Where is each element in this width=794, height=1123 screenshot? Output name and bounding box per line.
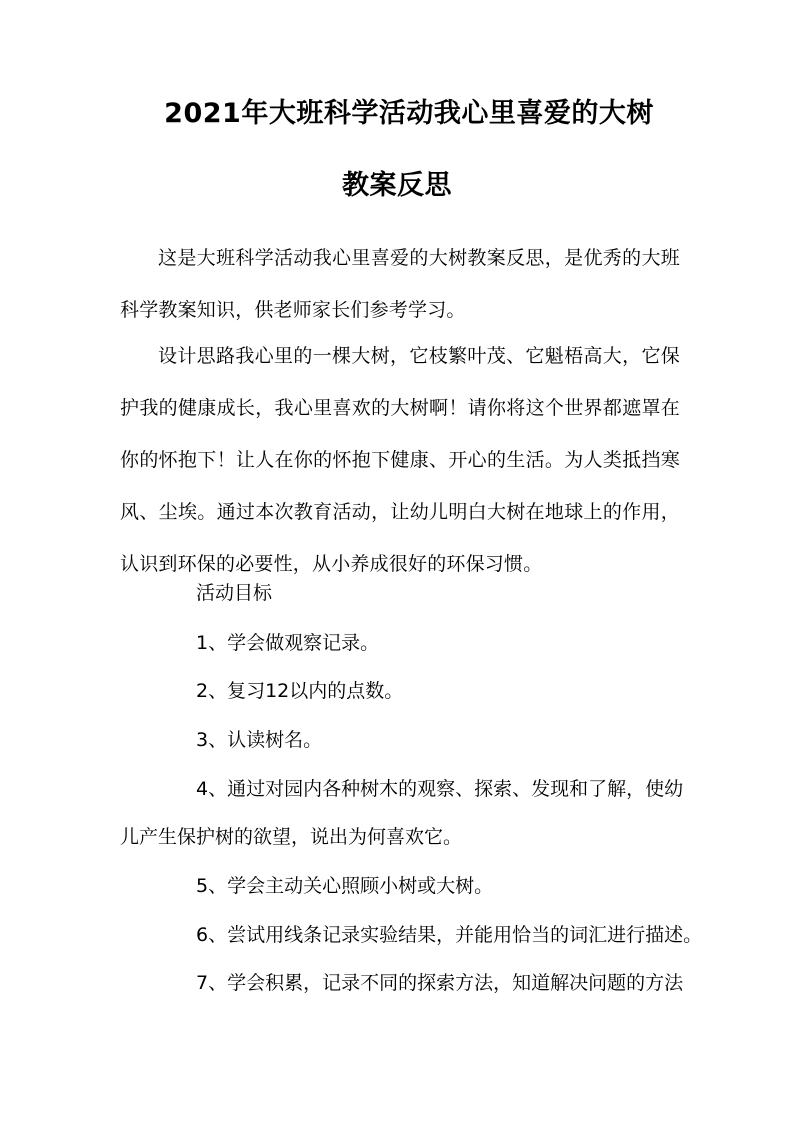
goal-item-2: 2、复习12以内的点数。 (196, 680, 404, 702)
goals-heading: 活动目标 (196, 582, 273, 604)
goal-item-4-continued: 儿产生保护树的欲望，说出为何喜欢它。 (120, 826, 463, 848)
design-text: 设计思路我心里的一棵大树，它枝繁叶茂、它魁梧高大，它保护我的健康成长，我心里喜欢的大树啊！请你将这个世界都遮罩在你的怀抱下！让人在你的怀抱下健康、开心的生活。为人类抵挡寒风、尘埃。通过本次教育活动，让幼儿明白大树在地球上的作用，认识到环保的必要性，从小养成很好的环保习惯。 (120, 345, 680, 575)
intro-paragraph (120, 232, 680, 336)
intro-text: 这是大班科学活动我心里喜爱的大树教案反思，是优秀的大班科学教案知识，供老师家长们参考学习。 (120, 247, 680, 321)
goal-item-1: 1、学会做观察记录。 (196, 632, 380, 654)
goal-item-3: 3、认读树名。 (196, 729, 323, 751)
design-paragraph (120, 330, 680, 590)
goal-item-7: 7、学会积累，记录不同的探索方法，知道解决问题的方法 (196, 972, 684, 994)
goal-item-5: 5、学会主动关心照顾小树或大树。 (196, 875, 494, 897)
goal-item-6: 6、尝试用线条记录实验结果，并能用恰当的词汇进行描述。 (196, 924, 703, 946)
goal-item-4: 4、通过对园内各种树木的观察、探索、发现和了解，使幼 (196, 778, 684, 800)
document-title-line-1: 2021年大班科学活动我心里喜爱的大树 (164, 98, 654, 129)
document-title-line-2: 教案反思 (342, 170, 452, 201)
